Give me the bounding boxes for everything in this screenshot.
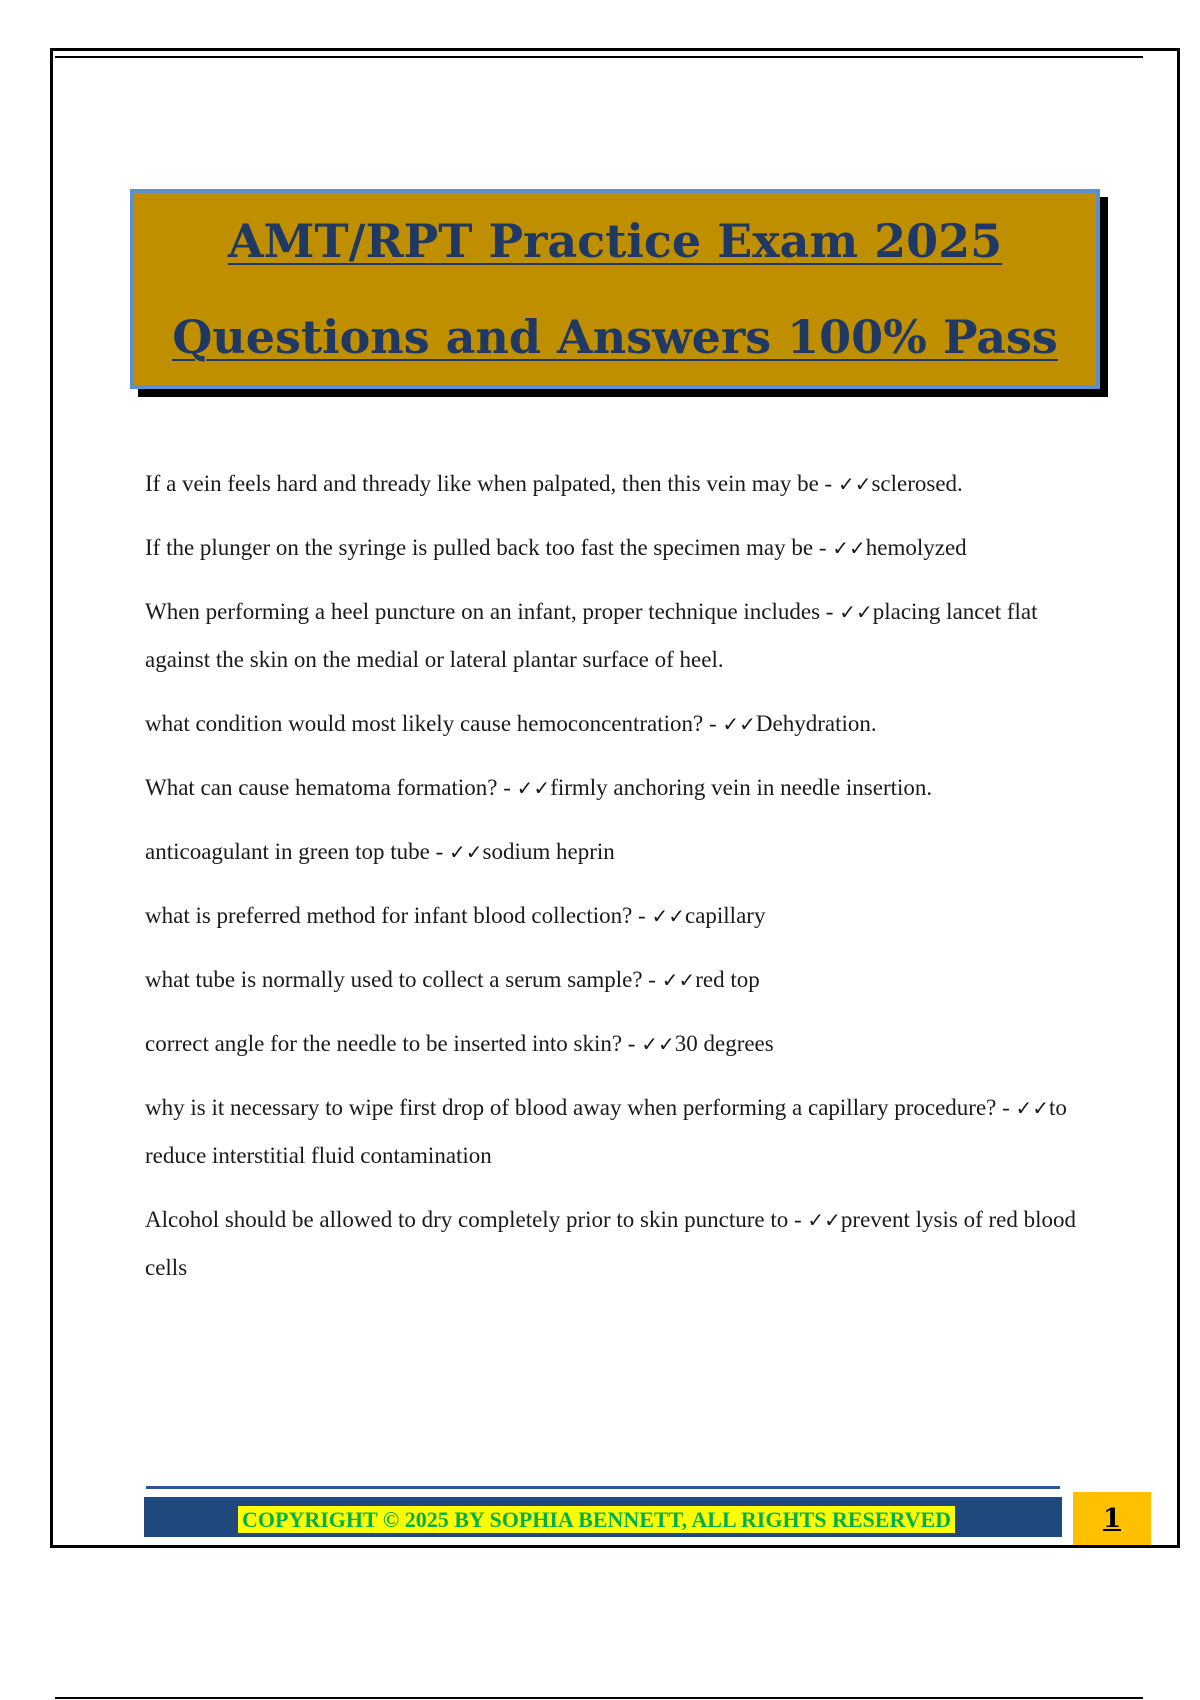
question-text: If the plunger on the syringe is pulled back too fast the specimen may be - [145,535,833,560]
bottom-rule [55,1697,1143,1699]
answer-text: prevent lysis of red blood cells [145,1207,1076,1280]
question-text: anticoagulant in green top tube - [145,839,450,864]
answer-text: 30 degrees [674,1031,774,1056]
answer-text: red top [695,967,760,992]
answer-text: firmly anchoring vein in needle insertion. [550,775,933,800]
qa-item [145,524,1085,572]
qa-item [145,828,1085,876]
qa-item [145,700,1085,748]
answer-text: hemolyzed [865,535,967,560]
question-text: Alcohol should be allowed to dry completely prior to skin puncture to - [145,1207,808,1232]
check-mark-icon: ✓✓ [839,600,873,624]
check-mark-icon: ✓✓ [449,840,483,864]
check-mark-icon: ✓✓ [832,536,866,560]
question-text: correct angle for the needle to be inserted into skin? - [145,1031,642,1056]
qa-item [145,892,1085,940]
check-mark-icon: ✓✓ [651,904,685,928]
question-text: what is preferred method for infant blood collection? - [145,903,652,928]
question-text: When performing a heel puncture on an infant, proper technique includes - [145,599,840,624]
footer-rule [146,1486,1060,1489]
qa-item [145,588,1085,684]
copyright-notice: COPYRIGHT © 2025 BY SOPHIA BENNETT, ALL RIGHTS RESERVED [238,1506,955,1533]
check-mark-icon: ✓✓ [1015,1096,1050,1120]
top-rule [55,56,1143,58]
answer-text: sodium heprin [482,839,615,864]
qa-item [145,1196,1085,1292]
title-line-2: Questions and Answers 100% Pass [172,310,1058,364]
answer-text: capillary [684,903,766,928]
qa-item [145,956,1085,1004]
qa-item [145,460,1085,508]
check-mark-icon: ✓✓ [661,968,696,992]
check-mark-icon: ✓✓ [516,776,551,800]
title-line-1: AMT/RPT Practice Exam 2025 [227,214,1003,268]
title-banner [130,189,1100,389]
check-mark-icon: ✓✓ [722,712,756,736]
answer-text: to reduce interstitial fluid contamination [145,1095,1067,1168]
qa-item [145,764,1085,812]
question-text: what tube is normally used to collect a serum sample? - [145,967,662,992]
page-number-box [1073,1492,1151,1545]
qa-item [145,1084,1085,1180]
check-mark-icon: ✓✓ [837,472,872,496]
question-text: What can cause hematoma formation? - [145,775,517,800]
question-text: what condition would most likely cause hemoconcentration? - [145,711,723,736]
answer-text: placing lancet flat against the skin on the medial or lateral plantar surface of heel. [145,599,1038,672]
question-text: If a vein feels hard and thready like when palpated, then this vein may be - [145,471,838,496]
check-mark-icon: ✓✓ [641,1032,675,1056]
page-number: 1 [1102,1503,1122,1534]
answer-text: Dehydration. [755,711,877,736]
question-text: why is it necessary to wipe first drop of blood away when performing a capillary procedure? - [145,1095,1016,1120]
qa-item [145,1020,1085,1068]
answer-text: sclerosed. [871,471,963,496]
check-mark-icon: ✓✓ [807,1208,841,1232]
qa-list [145,460,1085,1308]
